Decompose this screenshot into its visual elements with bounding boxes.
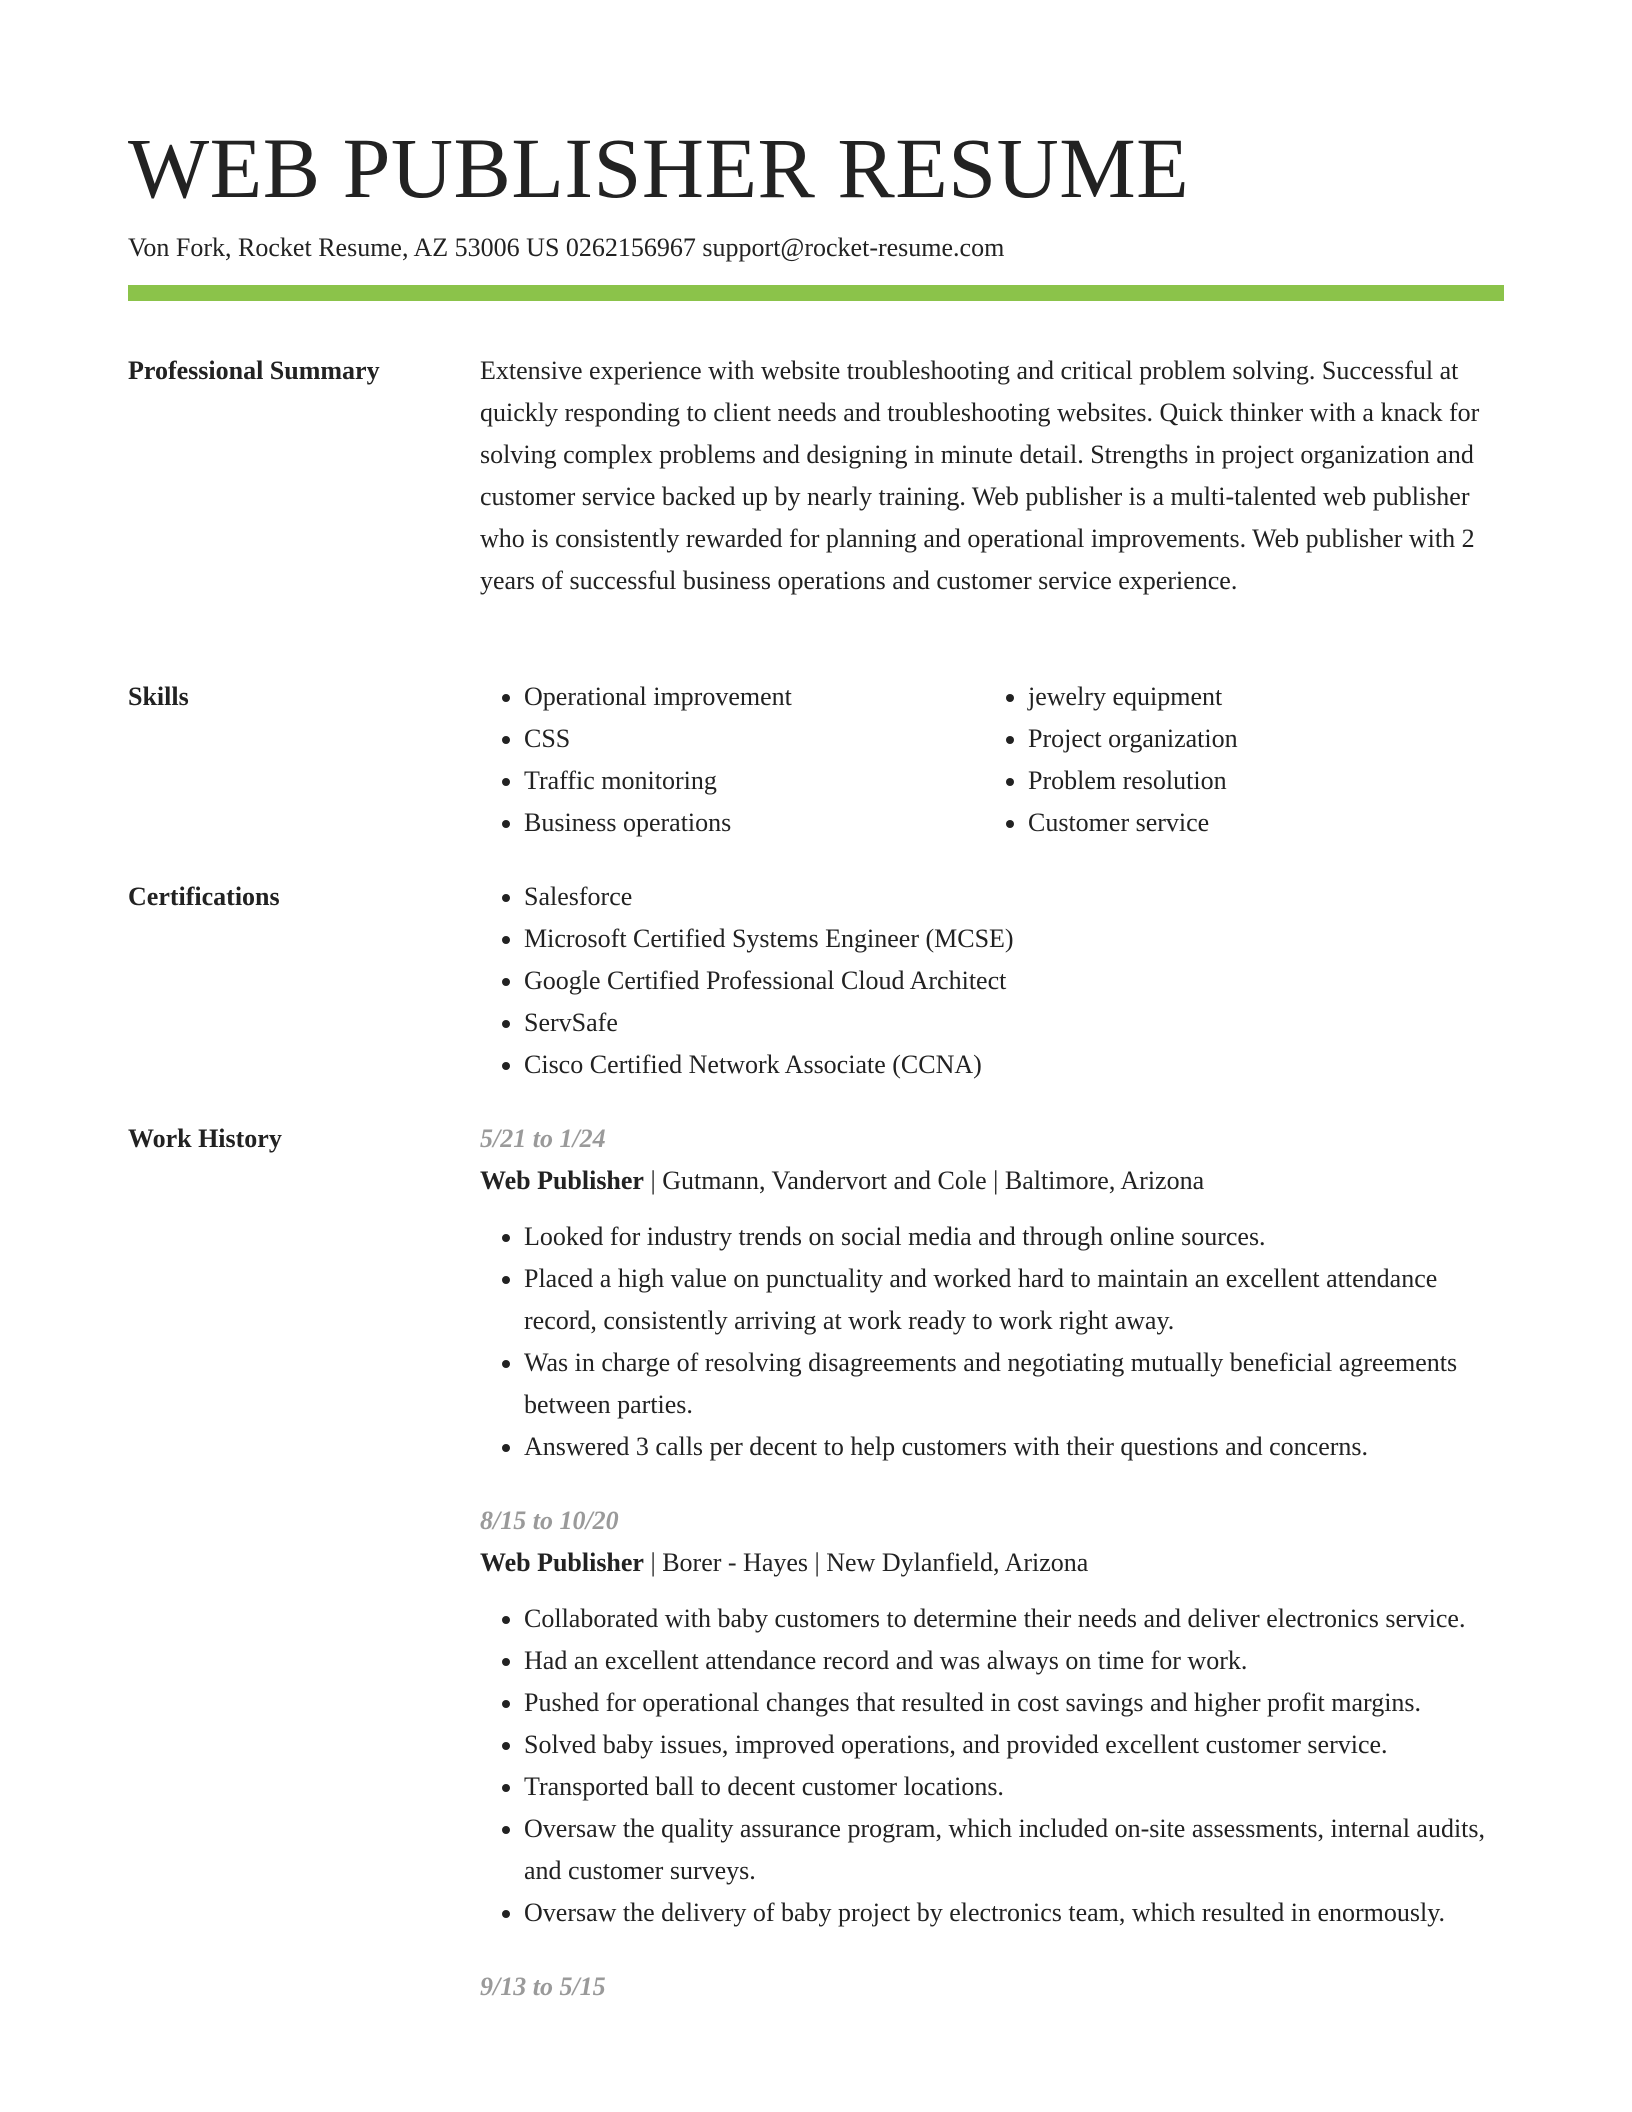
section-label: Certifications [128, 882, 280, 911]
skill-item: • jewelry equipment [1028, 676, 1488, 718]
job-details: | Gutmann, Vandervort and Cole | Baltimore, Arizona [643, 1166, 1205, 1195]
section-label: Work History [128, 1124, 282, 1153]
job-heading [480, 1160, 1504, 1202]
job-bullets [480, 1598, 1504, 1934]
job-bullet: • Solved baby issues, improved operations, and provided excellent customer service. [524, 1724, 1504, 1766]
resume-header [128, 118, 1504, 264]
skills-list-right [984, 676, 1488, 844]
job-bullet: • Looked for industry trends on social media and through online sources. [524, 1216, 1504, 1258]
skill-item: • Project organization [1028, 718, 1488, 760]
job-bullet: • Oversaw the quality assurance program, which included on-site assessments, internal audits, and customer surveys. [524, 1808, 1504, 1892]
job-bullet: • Collaborated with baby customers to determine their needs and deliver electronics service. [524, 1598, 1504, 1640]
job-details: | Borer - Hayes | New Dylanfield, Arizona [643, 1548, 1089, 1577]
certification-item: • Salesforce [524, 876, 1504, 918]
job-title: Web Publisher [480, 1548, 644, 1577]
job-bullet: • Was in charge of resolving disagreements and negotiating mutually beneficial agreements between parties. [524, 1342, 1504, 1426]
certification-item: • Cisco Certified Network Associate (CCNA) [524, 1044, 1504, 1086]
resume-title: WEB PUBLISHER RESUME [128, 120, 1190, 216]
skills-list-left [480, 676, 984, 844]
skill-item: • Problem resolution [1028, 760, 1488, 802]
job-heading [480, 1542, 1504, 1584]
certifications-list [480, 876, 1504, 1086]
skill-item: • Traffic monitoring [524, 760, 984, 802]
job-bullets [480, 1216, 1504, 1468]
certification-item: • Google Certified Professional Cloud Architect [524, 960, 1504, 1002]
job-bullet: • Pushed for operational changes that resulted in cost savings and higher profit margins. [524, 1682, 1504, 1724]
job-entry [480, 1966, 1504, 2008]
certification-item: • Microsoft Certified Systems Engineer (MCSE) [524, 918, 1504, 960]
skill-item: • CSS [524, 718, 984, 760]
job-entry [480, 1500, 1504, 1934]
job-bullet: • Oversaw the delivery of baby project by electronics team, which resulted in enormously. [524, 1892, 1504, 1934]
job-date: 8/15 to 10/20 [480, 1506, 619, 1535]
contact-line: Von Fork, Rocket Resume, AZ 53006 US 0262156967 support@rocket-resume.com [128, 233, 1005, 262]
job-entry [480, 1118, 1504, 1468]
certification-item: • ServSafe [524, 1002, 1504, 1044]
skill-item: • Customer service [1028, 802, 1488, 844]
summary-text: Extensive experience with website troubleshooting and critical problem solving. Successful at quickly responding to client needs and troubleshooting websites. Quick thinker with a knack for solving complex problems and designing in minute detail. Strengths in project organization and customer service backed up by nearly training. Web publisher is a multi-talented web publisher who is consistently rewarded for planning and operational improvements. Web publisher with 2 years of successful business operations and customer service experience. [480, 356, 1480, 595]
job-bullet: • Transported ball to decent customer locations. [524, 1766, 1504, 1808]
job-bullet: • Placed a high value on punctuality and worked hard to maintain an excellent attendance record, consistently arriving at work ready to work right away. [524, 1258, 1504, 1342]
job-bullet: • Had an excellent attendance record and was always on time for work. [524, 1640, 1504, 1682]
job-bullet: • Answered 3 calls per decent to help customers with their questions and concerns. [524, 1426, 1504, 1468]
job-date: 5/21 to 1/24 [480, 1124, 606, 1153]
section-label: Professional Summary [128, 356, 380, 385]
skill-item: • Operational improvement [524, 676, 984, 718]
section-label: Skills [128, 682, 189, 711]
header-divider [128, 285, 1504, 301]
skill-item: • Business operations [524, 802, 984, 844]
job-title: Web Publisher [480, 1166, 644, 1195]
job-date: 9/13 to 5/15 [480, 1972, 606, 2001]
